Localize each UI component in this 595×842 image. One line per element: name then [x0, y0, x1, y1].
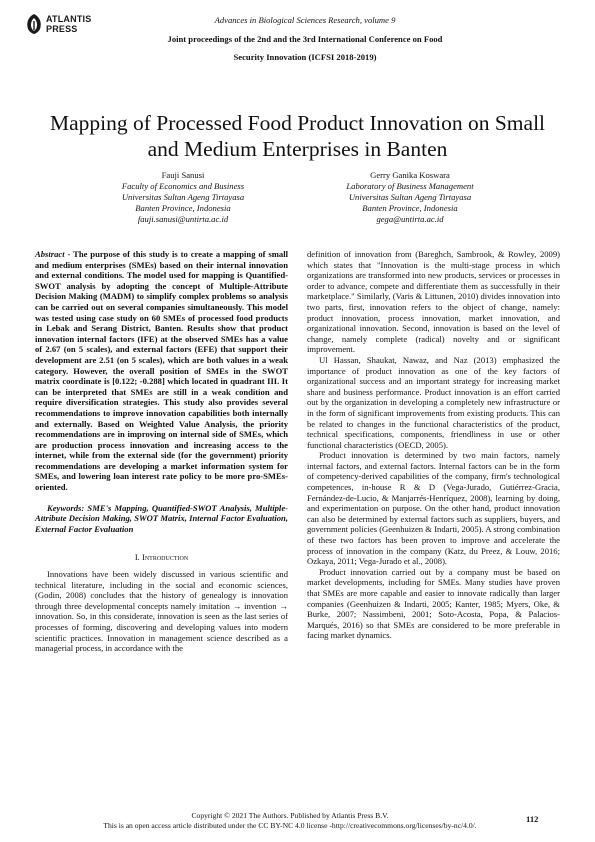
- logo-line1: ATLANTIS: [46, 14, 92, 24]
- body-paragraph: Product innovation is determined by two main factors, namely internal factors, and external factors. Internal factors can be in the form of competency-derived capabilities of the company, firm's technological competences, in-house R & D (Vega-Jurado, Gutiérrez-Gracia, Fernández-de-Lucio, & Manjarrés-Henríquez, 2008), learning by doing, and experimentation on purpose. On the other hand, product innovation can also be determined by external factors such as suppliers, buyers, and government policies (Geenhuizen & Indarti, 2005). A strong combination of these two factors has been proven to improve and accelerate the process of innovation in the company (Katz, du Preez, & Louw, 2016; Ozkaya, 2011; Vega-Jurado et al., 2008).: [307, 450, 560, 567]
- abstract: [35, 249, 288, 493]
- section-number: I.: [134, 552, 142, 563]
- author-affiliation: Laboratory of Business Management: [346, 181, 474, 191]
- page-number: 112: [526, 814, 539, 824]
- author-affiliation: Faculty of Economics and Business: [121, 181, 245, 191]
- title-line1: Mapping of Processed Food Product Innovation on Small: [49, 111, 546, 135]
- author-university: Universitas Sultan Ageng Tirtayasa: [121, 192, 245, 202]
- proceedings-line2: Security Innovation (ICFSI 2018-2019): [233, 52, 377, 62]
- running-header-proceedings: [90, 30, 520, 66]
- title-line2: and Medium Enterprises in Banten: [147, 137, 448, 161]
- author-block: [73, 170, 293, 225]
- left-column: [35, 249, 288, 654]
- footer-license[interactable]: This is an open access article distributed under the CC BY-NC 4.0 license -http://creativecommons.org/licenses/by-nc/4.0/.: [103, 821, 477, 830]
- right-column: [307, 249, 560, 641]
- keywords: Keywords: SME's Mapping, Quantified-SWOT Analysis, Multiple-Attribute Decision Making, SWOT Matrix, Internal Factor Evaluation, External Factor Evaluation: [35, 502, 288, 534]
- abstract-text: - The purpose of this study is to create a mapping of small and medium enterprises (SMEs) based on their internal innovation and external conditions. The model used for mapping is Quantified-SWOT analysis by adopting the concept of Multiple-Attribute Decision Making (MADM) to simplify complex problems so analysis can be carried out on several companies simultaneously. This model was tested using case study on 60 SMEs of processed food products in Lebak and Serang District, Banten. Results show that product innovation internal factors (IFE) at the observed SMEs has a value of 2.67 (on 5 scales), and external factors (EFE) that support their development are 2.51 (on 5 scales), which are both values in a weak category. However, the overall position of SMEs in the SWOT matrix coordinate is [0.122; -0.288] which located in quadrant III. It can be interpreted that SMEs are still in a weak condition and require diversification strategies. This study also provides several recommendations to improve innovation capabilities both internally and externally. Based on Weighted Value Analysis, the priority recommendations are in improving on internal side of SMEs, which are production process innovation and increasing access to the internet, while from the external side (for the government) priority recommendations are developing a market information system for SMEs, and lowering loan interest rate policy to be more pro-SMEs-oriented.: [35, 249, 288, 493]
- running-header-journal: Advances in Biological Sciences Research, volume 9: [214, 15, 396, 25]
- section-heading-introduction: [35, 552, 288, 563]
- body-paragraph: Ul Hassan, Shaukat, Nawaz, and Naz (2013) emphasized the importance of product innovation as one of the key factors of organizational success and an important strategy for increasing market share and business performance. Product innovation is an effort carried out by the organization in developing a completely new infrastructure or in the form of significant improvements from existing products. This can be related to changes in the functional characteristics of the product, technical specifications, components, friendliness in use or other functional characteristics (OECD, 2005).: [307, 354, 560, 450]
- logo-line2: PRESS: [46, 24, 78, 34]
- proceedings-line1: Joint proceedings of the 2nd and the 3rd International Conference on Food: [167, 34, 443, 44]
- author-university: Universitas Sultan Ageng Tirtayasa: [348, 192, 472, 202]
- author-name: Gerry Ganika Koswara: [370, 170, 450, 180]
- logo-wordmark: [46, 14, 91, 34]
- body-paragraph: Product innovation carried out by a company must be based on market developments, including for SMEs. Many studies have proven that SMEs are more capable and easier to innovate radically than larger companies (Geenhuizen & Indarti, 2005; Kanter, 1985; Myers, Oke, & Burke, 2007; Nassimbeni, 2001; Soto-Acosta, Popa, & Palacios-Marqués, 2016) so that SMEs are considered to be more preferable in facing market dynamics.: [307, 566, 560, 641]
- author-email[interactable]: fauji.sanusi@untirta.ac.id: [137, 214, 229, 224]
- author-email[interactable]: gega@untirta.ac.id: [376, 214, 444, 224]
- author-name: Fauji Sanusi: [161, 170, 205, 180]
- abstract-label: Abstract: [35, 249, 65, 259]
- paper-title: [34, 110, 561, 162]
- body-paragraph: definition of innovation from (Bareghch, Sambrook, & Rowley, 2009) which states that "Innovation is the multi-stage process in which organizations are transformed into new products, services or processes in order to advance, compete and differentiate them as successfully in their marketplace." Similarly, (Varis & Littunen, 2010) divides innovation into two parts, first, innovation refers to the object of change, namely: product innovation, process innovation, market innovation, and organizational innovation. Second, innovation is based on the level of change, namely complete (radical) novelty and or significant improvement.: [307, 249, 560, 355]
- footer-copyright: Copyright © 2021 The Authors. Published by Atlantis Press B.V.: [191, 811, 389, 820]
- intro-paragraph: Innovations have been widely discussed in various scientific and technical literature, including in the social and economic sciences, (Godin, 2008) concludes that the history of genealogy is innovation through three developmental concepts namely imitation → invention → innovation. So, in this considerate, innovation is seen as the last series of processes of forming, discovering and developing values into modern scientific practices. Innovation in management science described as a managerial process, in accordance with the: [35, 569, 288, 654]
- author-location: Banten Province, Indonesia: [362, 203, 458, 213]
- section-title: Introduction: [141, 552, 189, 563]
- author-location: Banten Province, Indonesia: [135, 203, 231, 213]
- atlantis-logo-icon: [24, 13, 44, 35]
- author-block: [300, 170, 520, 225]
